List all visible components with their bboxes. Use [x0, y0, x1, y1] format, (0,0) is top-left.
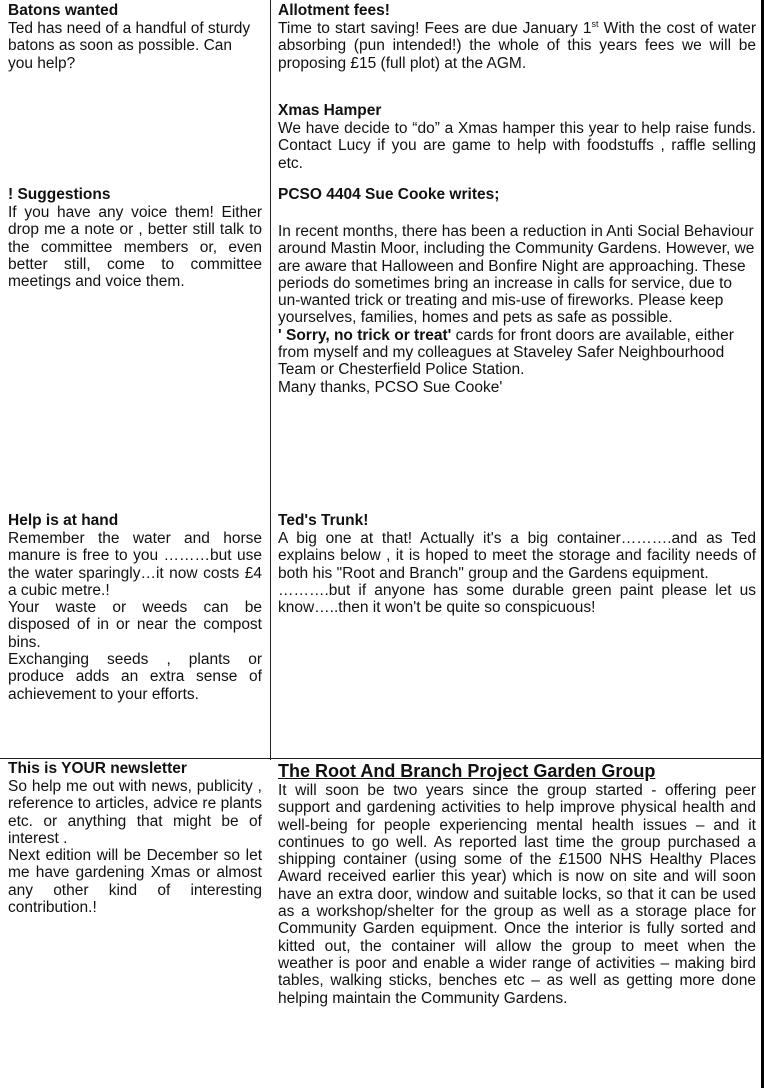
suggestions-title: ! Suggestions [8, 186, 111, 203]
help-title: Help is at hand [8, 512, 119, 529]
pcso-section [278, 186, 756, 396]
help-p2: Your waste or weeds can be disposed of in or near the compost bins. [8, 599, 262, 651]
help-p3: Exchanging seeds , plants or produce adds an extra sense of achievement to your efforts. [8, 651, 262, 703]
hamper-body: We have decide to “do” a Xmas hamper this year to help raise funds. Contact Lucy if you are game to help with foodstuffs , raffle selling etc. [278, 120, 756, 172]
hamper-title: Xmas Hamper [278, 102, 382, 119]
trunk-p2: ……….but if anyone has some durable green paint please let us know…..then it won't be quite so conspicuous! [278, 581, 756, 617]
allotment-body: Time to start saving! Fees are due January 1st With the cost of water absorbing (pun intended!) the whole of this years fees we will be proposing £15 (full plot) at the AGM. [278, 18, 756, 72]
section-divider [0, 758, 764, 759]
trunk-p1: A big one at that! Actually it's a big container……….and as Ted explains below , it is hoped to meet the storage and facility needs of both his "Root and Branch" group and the Gardens equipment. [278, 530, 756, 582]
newsletter-title: This is YOUR newsletter [8, 760, 187, 777]
help-section [8, 512, 262, 703]
hamper-section [278, 102, 756, 172]
trunk-title: Ted's Trunk! [278, 512, 369, 529]
batons-body: Ted has need of a handful of sturdy batons as soon as possible. Can you help? [8, 20, 251, 72]
suggestions-section [8, 186, 262, 290]
newsletter-section [8, 760, 262, 916]
root-branch-body: It will soon be two years since the group started - offering peer support and gardening activities to help improve physical health and well-being for people experiencing mental health issues – and it continues to go well. As reported last time the group purchased a shipping container (using some of the £1500 NHS Healthy Places Award received earlier this year) which is now on site and will soon have an extra door, window and suitable locks, so that it can be used as a workshop/shelter for the group as well as a storage place for Community Garden equipment. Once the interior is fully sorted and kitted out, the container will allow the group to meet when the weather is poor and enable a wider range of activities – making bird tables, walking sticks, benches etc – as well as getting more done helping maintain the Community Gardens. [278, 782, 756, 1007]
root-branch-title: The Root And Branch Project Garden Group [278, 761, 656, 781]
newsletter-p1: So help me out with news, publicity , reference to articles, advice re plants etc. or anything that might be of interest . [8, 778, 262, 847]
pcso-body: In recent months, there has been a reduction in Anti Social Behaviour around Mastin Moor, including the Community Gardens. However, we are aware that Halloween and Bonfire Night are approaching. These periods do sometimes bring an increase in calls for service, due to un-wanted trick or treating and mis-use of fireworks. Please keep yourselves, families, homes and pets as safe as possible. [278, 223, 755, 327]
pcso-signoff: Many thanks, PCSO Sue Cooke' [278, 378, 503, 396]
allotment-section [278, 2, 756, 72]
trunk-section [278, 512, 756, 616]
batons-title: Batons wanted [8, 2, 119, 19]
column-divider [270, 0, 271, 760]
help-p1: Remember the water and horse manure is free to you ………but use the water sparingly…it now costs £4 a cubic metre.! [8, 530, 262, 599]
suggestions-body: If you have any voice them! Either drop me a note or , better still talk to the committee members or, even better still, come to committee meetings and voice them. [8, 204, 262, 291]
pcso-title: PCSO 4404 Sue Cooke writes; [278, 186, 500, 203]
allotment-title: Allotment fees! [278, 2, 390, 19]
root-branch-section [278, 760, 756, 1007]
newsletter-p2: Next edition will be December so let me have gardening Xmas or almost any other kind of interesting contribution.! [8, 847, 262, 917]
batons-section [8, 2, 258, 72]
allotment-sup: st [591, 18, 599, 29]
pcso-quote: ' Sorry, no trick or treat' cards for front doors are available, either from myself and my colleagues at Staveley Safer Neighbourhood Team or Chesterfield Police Station. [278, 326, 734, 379]
